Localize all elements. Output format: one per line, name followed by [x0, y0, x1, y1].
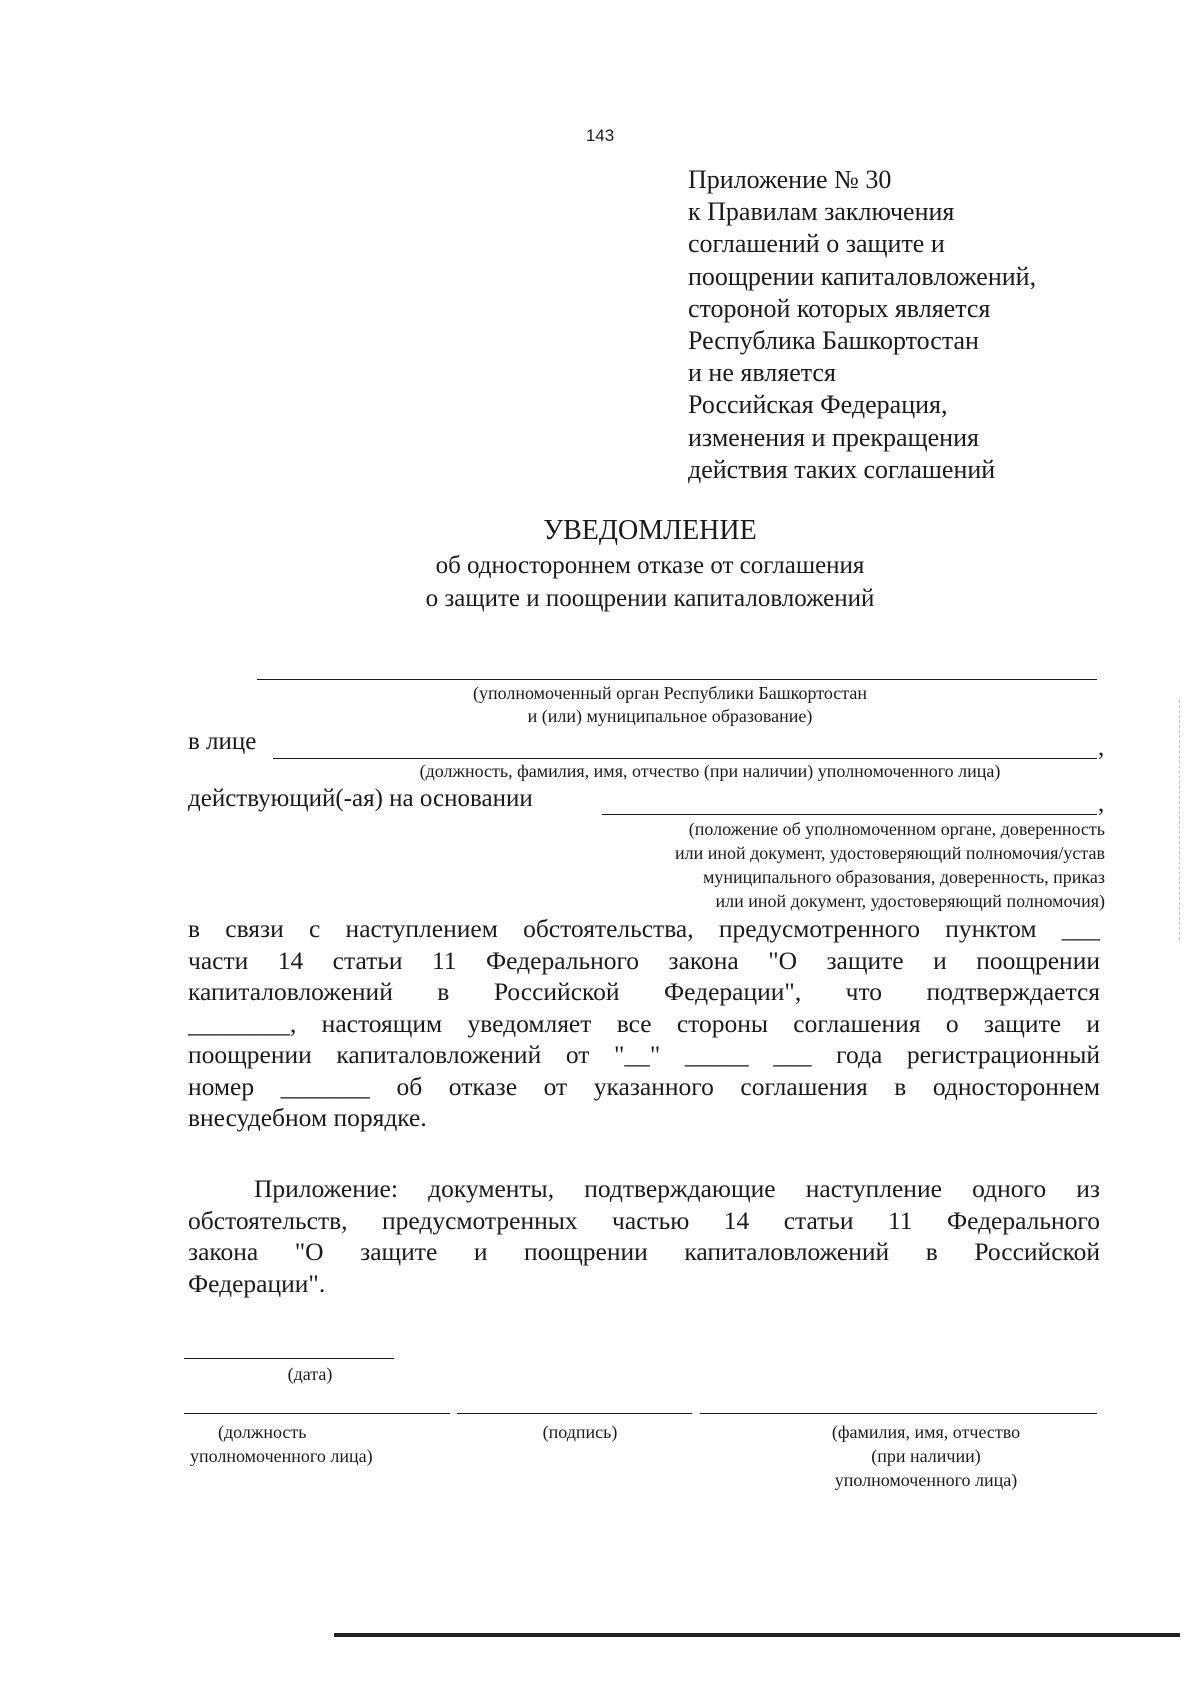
full-name-fill-line[interactable] [700, 1413, 1097, 1414]
comma: , [1098, 734, 1105, 761]
scan-bottom-bar [334, 1633, 1180, 1637]
appendix-line: соглашений о защите и [688, 229, 945, 259]
comma: , [1098, 790, 1105, 817]
basis-fill-line[interactable] [602, 814, 1097, 815]
date-caption: (дата) [287, 1364, 333, 1384]
full-name-caption-line: (при наличии) [871, 1446, 981, 1466]
attachment-line: закона "О защите и поощрении капиталовложений в Российской [188, 1237, 1100, 1266]
basis-caption-line: или иной документ, удостоверяющий полномочия/устав [674, 843, 1105, 863]
appendix-line: изменения и прекращения [688, 422, 979, 452]
appendix-line: и не является [688, 358, 836, 388]
appendix-line: Российская Федерация, [688, 390, 948, 420]
authority-caption: (уполномоченный орган Республики Башкортостан [473, 683, 867, 703]
attachment-line: обстоятельств, предусмотренных частью 14 статьи 11 Федерального [188, 1205, 1100, 1235]
position-caption-line: (должность [218, 1422, 307, 1442]
signature-caption: (подпись) [542, 1422, 618, 1442]
basis-caption-line: муниципального образования, доверенность, приказ [702, 867, 1105, 887]
appendix-line: Республика Башкортостан [688, 326, 979, 356]
appendix-line: поощрении капиталовложений, [688, 261, 1037, 291]
body-line: капиталовложений в Российской Федерации", что подтверждается [188, 977, 1100, 1006]
person-fill-line[interactable] [273, 758, 1097, 759]
basis-caption-line: или иной документ, удостоверяющий полномочия) [715, 891, 1105, 911]
appendix-line: к Правилам заключения [688, 197, 955, 227]
full-name-caption [786, 1420, 1066, 1492]
appendix-reference [688, 164, 1036, 486]
signature-fill-line[interactable] [457, 1413, 692, 1414]
basis-caption [545, 817, 1105, 913]
full-name-caption-line: уполномоченного лица) [834, 1470, 1018, 1490]
appendix-line: Приложение № 30 [688, 165, 892, 194]
attachment-paragraph [188, 1173, 1100, 1299]
authority-caption: и (или) муниципальное образование) [527, 706, 813, 726]
body-line: поощрении капиталовложений от "__" _____ ___ года регистрационный [188, 1040, 1100, 1069]
body-line: части 14 статьи 11 Федерального закона "О защите и поощрении [188, 945, 1100, 975]
document-subtitle: об одностороннем отказе от соглашения [435, 552, 865, 579]
scan-edge-mark [1179, 700, 1180, 940]
body-line: внесудебном порядке. [188, 1103, 427, 1132]
appendix-line: стороной которых является [688, 293, 991, 323]
notice-body [188, 913, 1100, 1134]
body-line: ________, настоящим уведомляет все стороны соглашения о защите и [188, 1008, 1100, 1038]
basis-caption-line: (положение об уполномоченном органе, доверенность [688, 819, 1105, 839]
position-fill-line[interactable] [184, 1413, 450, 1414]
basis-label: действующий(-ая) на основании [188, 785, 533, 812]
position-caption [174, 1420, 440, 1468]
date-fill-line[interactable] [184, 1358, 394, 1359]
authority-fill-line[interactable] [257, 679, 1097, 680]
person-label: в лице [188, 728, 257, 755]
appendix-line: действия таких соглашений [688, 454, 996, 484]
page-number: 143 [585, 126, 615, 145]
attachment-line: Федерации". [188, 1268, 326, 1298]
body-line: номер _______ об отказе от указанного соглашения в одностороннем [188, 1071, 1100, 1101]
person-caption: (должность, фамилия, имя, отчество (при наличии) уполномоченного лица) [419, 761, 1001, 781]
body-line: в связи с наступлением обстоятельства, предусмотренного пунктом ___ [188, 914, 1100, 943]
document-subtitle: о защите и поощрении капиталовложений [425, 585, 875, 612]
position-caption-line: уполномоченного лица) [190, 1446, 373, 1466]
document-title: УВЕДОМЛЕНИЕ [543, 515, 757, 546]
attachment-line: Приложение: документы, подтверждающие наступление одного из [254, 1174, 1100, 1203]
full-name-caption-line: (фамилия, имя, отчество [831, 1422, 1021, 1442]
